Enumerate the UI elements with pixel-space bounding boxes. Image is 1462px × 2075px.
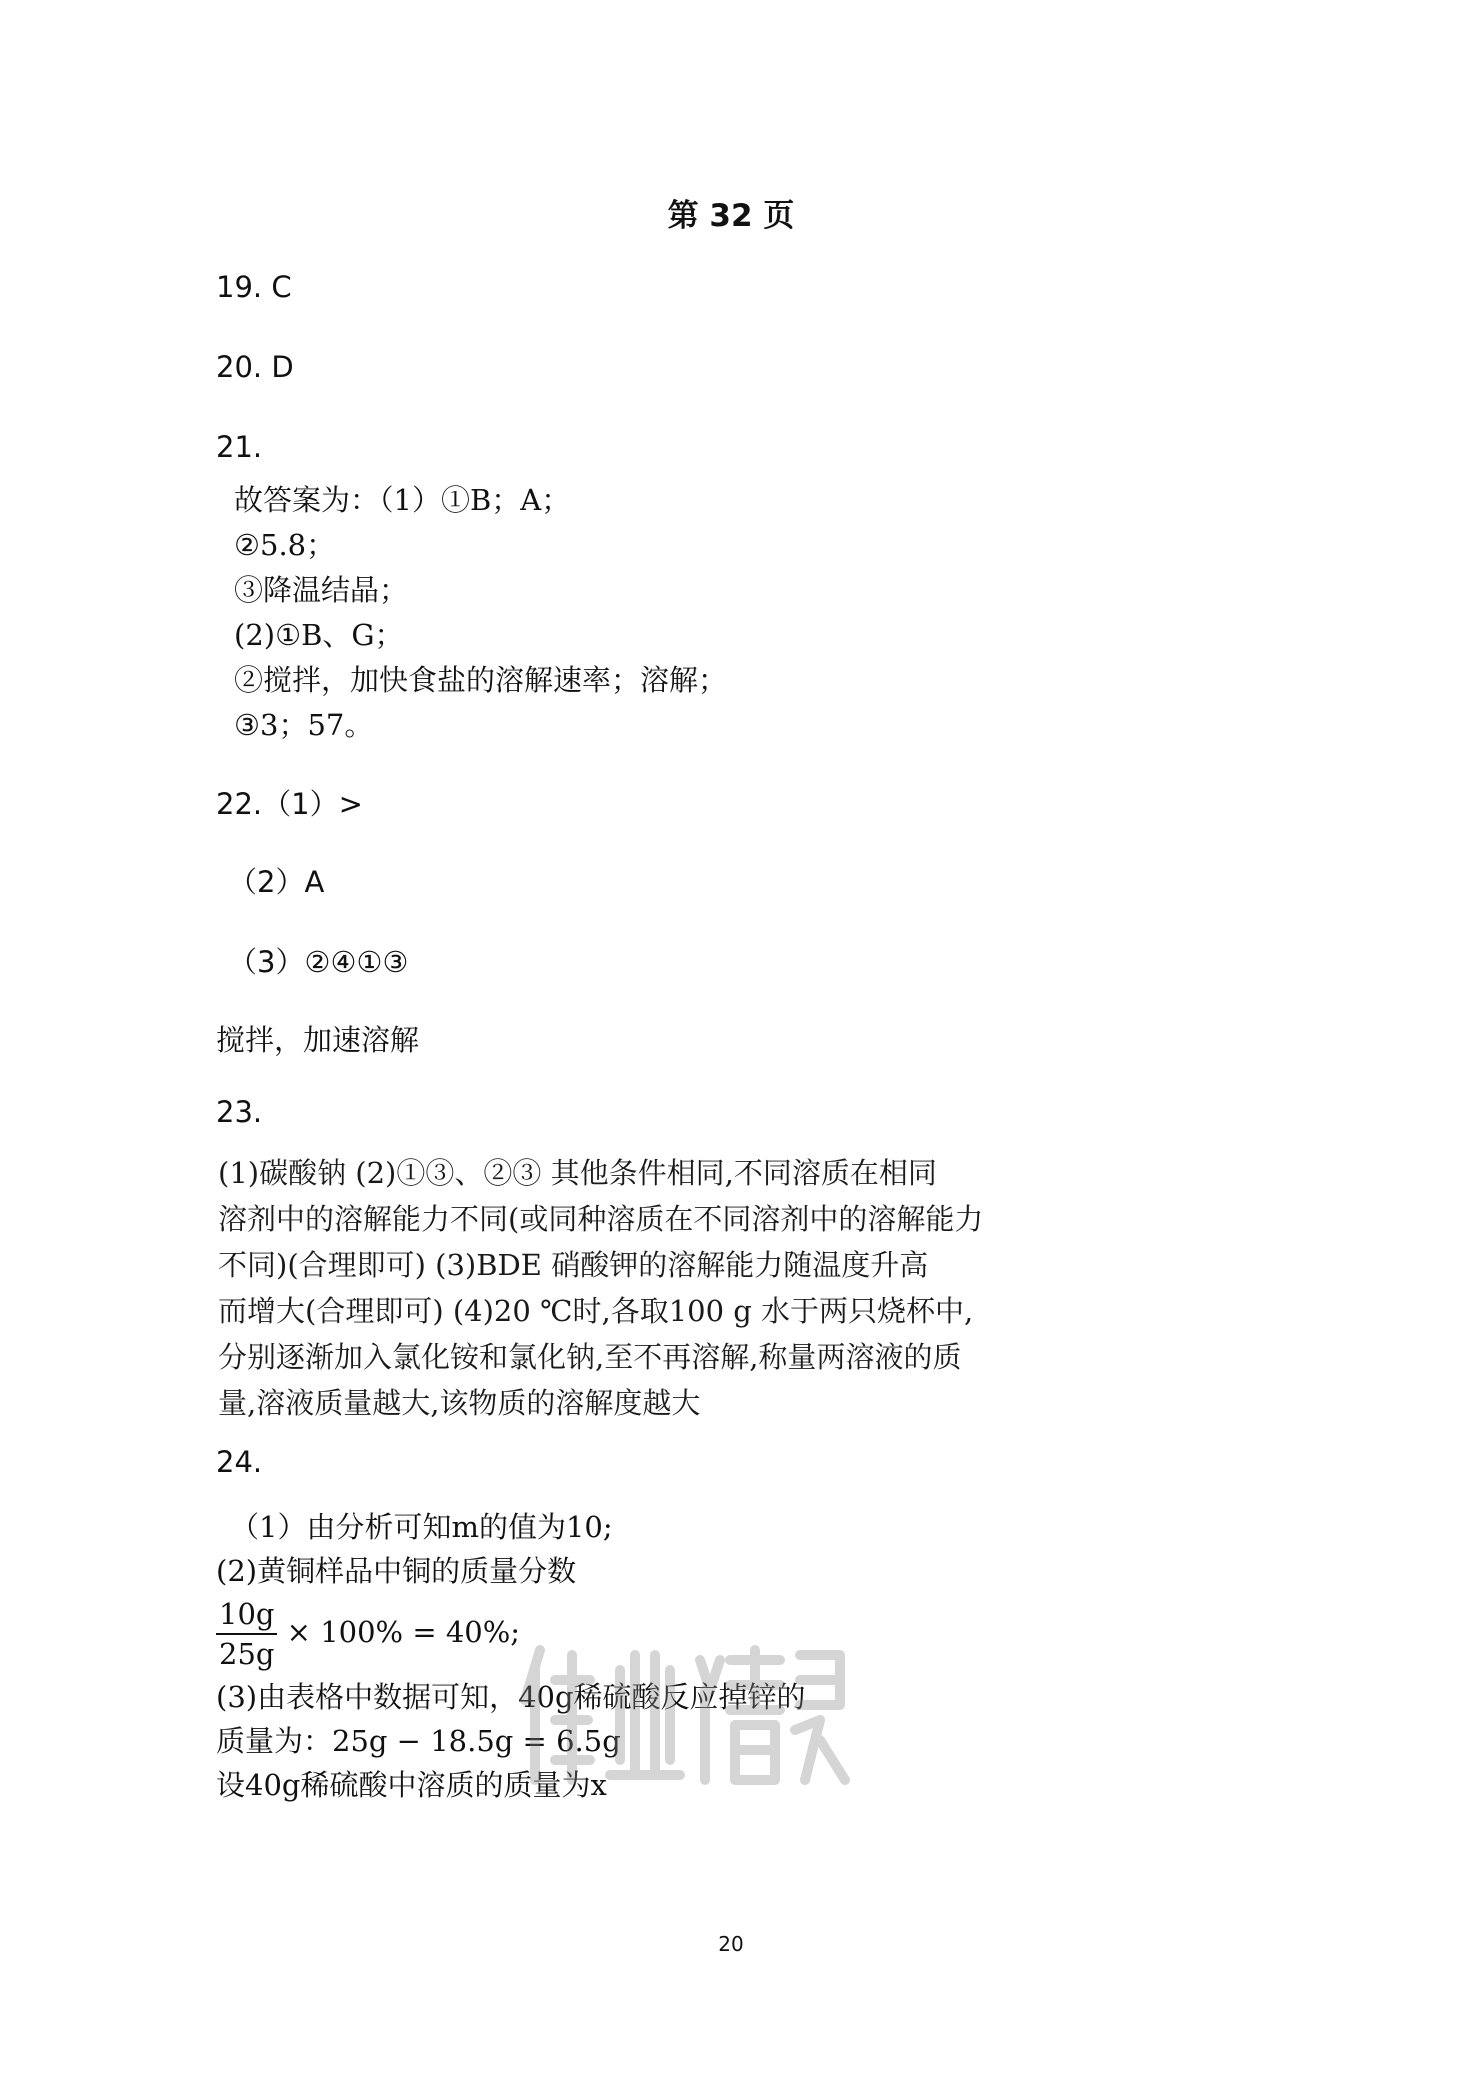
answer-24-label: 24.: [216, 1445, 263, 1479]
answer-23-label: 23.: [216, 1095, 263, 1129]
answer-24-line: (3)由表格中数据可知，40g稀硫酸反应掉锌的: [216, 1680, 806, 1714]
answer-24-line: 质量为：25g − 18.5g = 6.5g: [216, 1724, 621, 1758]
answer-23-line: 不同)(合理即可) (3)BDE 硝酸钾的溶解能力随温度升高: [218, 1248, 929, 1282]
answer-24-line: 设40g稀硫酸中溶质的质量为x: [216, 1768, 607, 1802]
answer-21-line: ③降温结晶；: [234, 573, 409, 607]
answer-23-line: (1)碳酸钠 (2)①③、②③ 其他条件相同,不同溶质在相同: [218, 1156, 937, 1190]
page-title: 第 32 页: [667, 198, 795, 234]
answer-23-line: 分别逐渐加入氯化铵和氯化钠,至不再溶解,称量两溶液的质: [218, 1340, 962, 1374]
answer-21-line: ②5.8；: [234, 528, 336, 562]
answer-23-line: 而增大(合理即可) (4)20 ℃时,各取100 g 水于两只烧杯中,: [218, 1294, 974, 1328]
answer-19: 19. C: [216, 270, 292, 304]
answer-22-part2: （2）A: [228, 865, 325, 899]
answer-21-line: ③3；57。: [234, 708, 374, 742]
answer-21-line: 故答案为：（1）①B；A；: [234, 483, 571, 517]
page-number: 20: [718, 1932, 744, 1956]
answer-22-note: 搅拌，加速溶解: [216, 1023, 420, 1057]
watermark-logo: [510, 1595, 850, 1810]
answer-24-line: （1）由分析可知m的值为10;: [230, 1510, 613, 1544]
fraction-numerator: 10g: [216, 1595, 277, 1635]
fraction-result: × 100% = 40%;: [277, 1615, 521, 1649]
fraction: [216, 1595, 277, 1673]
answer-22-part3: （3）②④①③: [228, 945, 409, 979]
answer-22-part1: 22.（1）>: [216, 787, 363, 821]
answer-24-line: (2)黄铜样品中铜的质量分数: [216, 1554, 577, 1588]
answer-23-line: 溶剂中的溶解能力不同(或同种溶质在不同溶剂中的溶解能力: [218, 1202, 984, 1236]
answer-21-line: ②搅拌，加快食盐的溶解速率；溶解；: [234, 663, 728, 697]
answer-23-line: 量,溶液质量越大,该物质的溶解度越大: [218, 1386, 701, 1420]
watermark-text: 作业精灵: [510, 1595, 575, 1614]
answer-20: 20. D: [216, 350, 294, 384]
answer-21-line: (2)①B、G；: [234, 618, 404, 652]
answer-21-body: [234, 478, 727, 748]
fraction-denominator: 25g: [219, 1637, 275, 1671]
answer-21-label: 21.: [216, 430, 263, 464]
answer-23-scanned-text: [218, 1150, 983, 1426]
